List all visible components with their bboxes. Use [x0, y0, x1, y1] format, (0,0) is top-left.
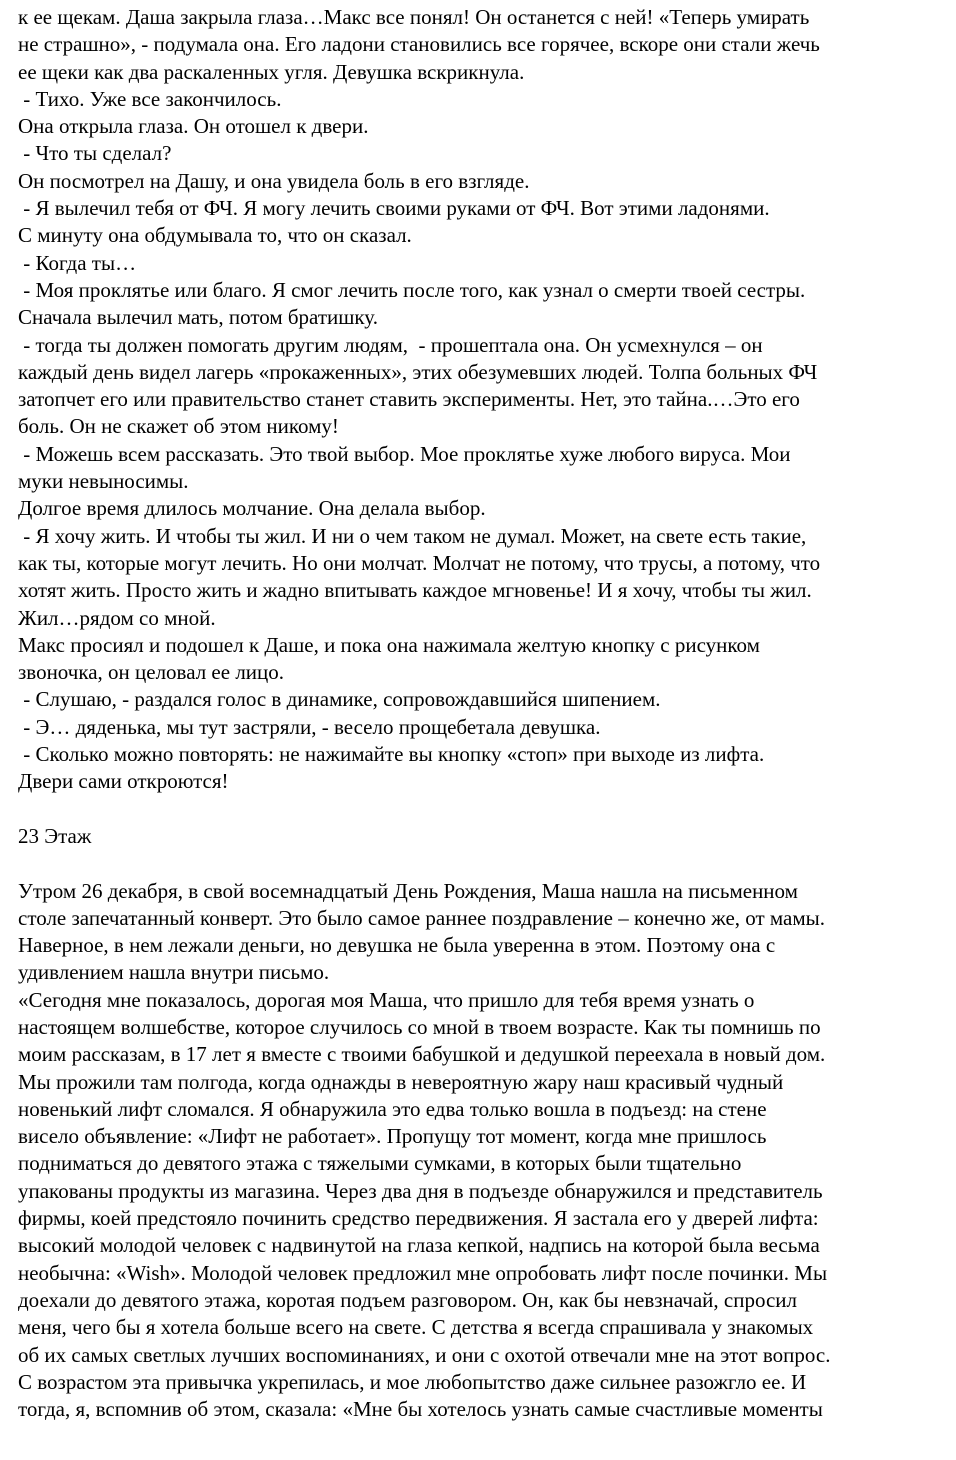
text-line: - Слушаю, - раздался голос в динамике, сопровождавшийся шипением.: [18, 687, 661, 712]
text-line: высокий молодой человек с надвинутой на глаза кепкой, надпись на которой была весьма: [18, 1233, 820, 1258]
text-line: 23 Этаж: [18, 823, 92, 848]
text-line: об их самых светлых лучших воспоминаниях, и они с охотой отвечали мне на этот вопрос.: [18, 1342, 831, 1367]
text-line: - Когда ты…: [18, 250, 137, 275]
text-line: Долгое время длилось молчание. Она делала выбор.: [18, 496, 486, 521]
text-line: С минуту она обдумывала то, что он сказал.: [18, 223, 412, 248]
text-line: Он посмотрел на Дашу, и она увидела боль в его взгляде.: [18, 168, 530, 193]
text-line: доехали до девятого этажа, коротая подъем разговором. Он, как бы невзначай, спросил: [18, 1287, 798, 1312]
text-line: ее щеки как два раскаленных угля. Девушка вскрикнула.: [18, 59, 525, 84]
text-line: - Э… дяденька, мы тут застряли, - весело прощебетала девушка.: [18, 714, 601, 739]
text-line: к ее щекам. Даша закрыла глаза…Макс все понял! Он останется с ней! «Теперь умирать: [18, 5, 810, 29]
text-line: тогда, я, вспомнив об этом, сказала: «Мне бы хотелось узнать самые счастливые моменты: [18, 1397, 823, 1422]
text-line: - Что ты сделал?: [18, 141, 172, 166]
text-line: новенький лифт сломался. Я обнаружила это едва только вошла в подъезд: на стене: [18, 1096, 767, 1121]
text-line: - Я вылечил тебя от ФЧ. Я могу лечить своими руками от ФЧ. Вот этими ладонями.: [18, 196, 770, 221]
text-line: фирмы, коей предстояло починить средство передвижения. Я застала его у дверей лифта:: [18, 1206, 819, 1231]
text-line: удивлением нашла внутри письмо.: [18, 960, 330, 985]
text-line: Жил…рядом со мной.: [18, 605, 216, 630]
text-line: муки невыносимы.: [18, 469, 189, 494]
text-line: Она открыла глаза. Он отошел к двери.: [18, 114, 369, 139]
text-line: Утром 26 декабря, в свой восемнадцатый День Рождения, Маша нашла на письменном: [18, 878, 798, 903]
text-line: Макс просиял и подошел к Даше, и пока она нажимала желтую кнопку с рисунком: [18, 632, 760, 657]
text-line: висело объявление: «Лифт не работает». Пропущу тот момент, когда мне пришлось: [18, 1124, 767, 1149]
text-line: «Сегодня мне показалось, дорогая моя Маша, что пришло для тебя время узнать о: [18, 987, 755, 1012]
text-line: столе запечатанный конверт. Это было самое раннее поздравление – конечно же, от мамы.: [18, 905, 826, 930]
text-line: - Сколько можно повторять: не нажимайте вы кнопку «стоп» при выходе из лифта.: [18, 742, 765, 767]
text-line: необычна: «Wish». Молодой человек предложил мне опробовать лифт после починки. Мы: [18, 1260, 828, 1285]
blank-line: [18, 850, 942, 877]
text-line: хотят жить. Просто жить и жадно впитывать каждое мгновенье! И я хочу, чтобы ты жил.: [18, 578, 812, 603]
text-line: не страшно», - подумала она. Его ладони становились все горячее, вскоре они стали жечь: [18, 32, 820, 57]
text-line: Двери сами откроются!: [18, 769, 229, 794]
text-line: моим рассказам, в 17 лет я вместе с твоими бабушкой и дедушкой переехала в новый дом.: [18, 1042, 826, 1067]
text-line: упакованы продукты из магазина. Через два дня в подъезде обнаружился и представитель: [18, 1178, 823, 1203]
text-line: как ты, которые могут лечить. Но они молчат. Молчат не потому, что трусы, а потому, что: [18, 550, 821, 575]
text-line: - Моя проклятье или благо. Я смог лечить после того, как узнал о смерти твоей сестры.: [18, 277, 806, 302]
text-line: затопчет его или правительство станет ставить эксперименты. Нет, это тайна.…Это его: [18, 387, 800, 412]
text-line: - Можешь всем рассказать. Это твой выбор. Мое проклятье хуже любого вируса. Мои: [18, 441, 791, 466]
blank-line: [18, 796, 942, 823]
text-line: каждый день видел лагерь «прокаженных», этих обезумевших людей. Толпа больных ФЧ: [18, 359, 818, 384]
text-line: звоночка, он целовал ее лицо.: [18, 660, 285, 685]
text-line: боль. Он не скажет об этом никому!: [18, 414, 339, 439]
text-line: - Я хочу жить. И чтобы ты жил. И ни о чем таком не думал. Может, на свете есть такие,: [18, 523, 807, 548]
text-line: - Тихо. Уже все закончилось.: [18, 86, 282, 111]
text-line: - тогда ты должен помогать другим людям, - прошептала она. Он усмехнулся – он: [18, 332, 763, 357]
text-line: С возрастом эта привычка укрепилась, и мое любопытство даже сильнее разожгло ее. И: [18, 1369, 807, 1394]
text-line: меня, чего бы я хотела больше всего на свете. С детства я всегда спрашивала у знакомых: [18, 1315, 814, 1340]
text-line: настоящем волшебстве, которое случилось со мной в твоем возрасте. Как ты помнишь по: [18, 1014, 821, 1039]
text-line: Сначала вылечил мать, потом братишку.: [18, 305, 378, 330]
text-line: Наверное, в нем лежали деньги, но девушка не была уверенна в этом. Поэтому она с: [18, 933, 776, 958]
text-line: подниматься до девятого этажа с тяжелыми сумками, в которых были тщательно: [18, 1151, 742, 1176]
text-line: Мы прожили там полгода, когда однажды в невероятную жару наш красивый чудный: [18, 1069, 784, 1094]
